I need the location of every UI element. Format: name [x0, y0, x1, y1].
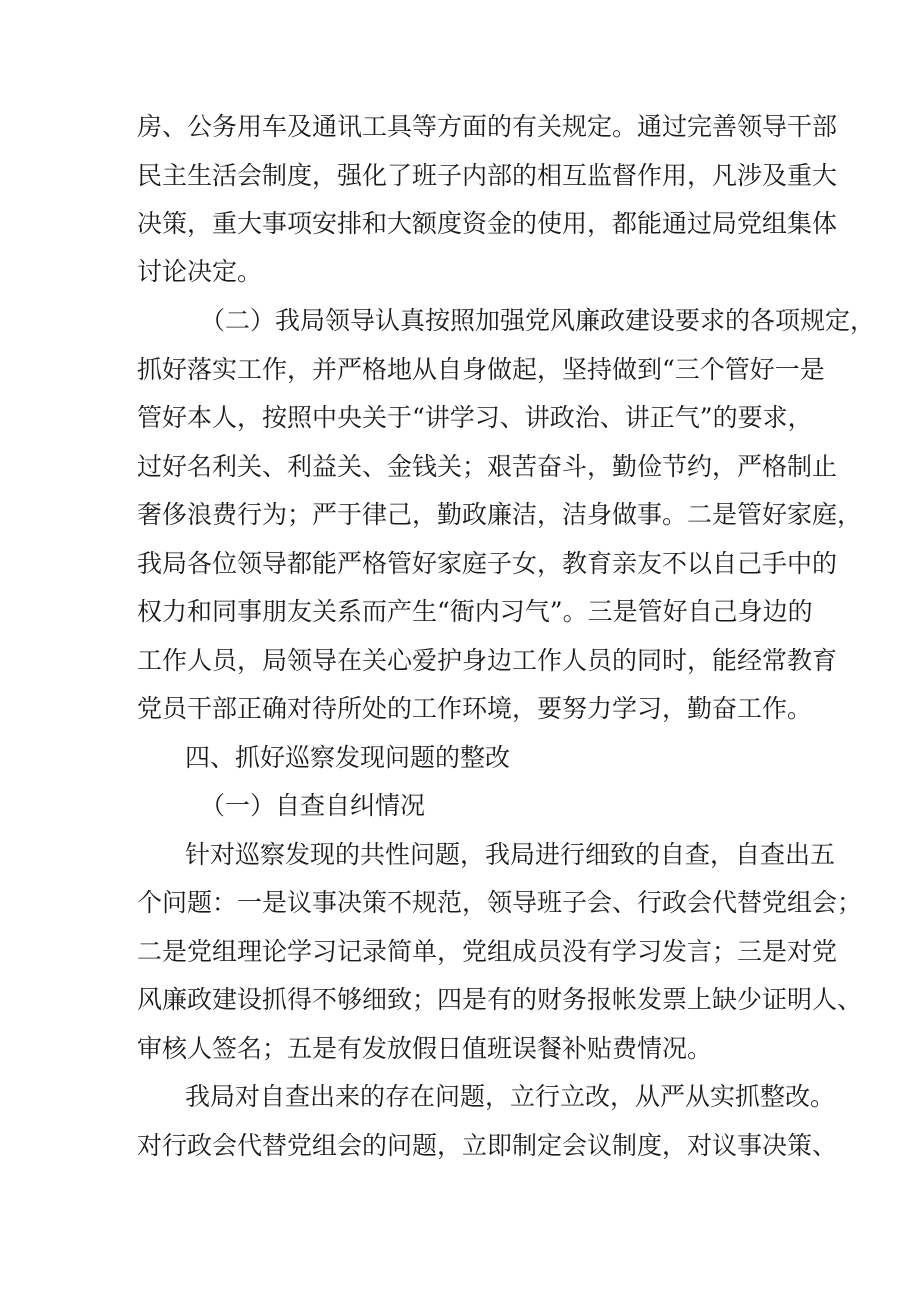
body-line-7: 管好本人，按照中央关于“讲学习、讲政治、讲正气”的要求，: [137, 403, 813, 432]
body-line-6: 抓好落实工作，并严格地从自身做起，坚持做到“三个管好一是: [137, 355, 825, 384]
section-heading: 四、抓好巡察发现问题的整改: [185, 743, 511, 772]
subsection-heading: （一）自查自纠情况: [200, 791, 426, 820]
body-line-3: 决策，重大事项安排和大额度资金的使用，都能通过局党组集体: [137, 209, 838, 238]
body-line-2: 民主生活会制度，强化了班子内部的相互监督作用，凡涉及重大: [137, 161, 838, 190]
body-line-1: 房、公务用车及通讯工具等方面的有关规定。通过完善领导干部: [137, 112, 838, 141]
body-line-5: （二）我局领导认真按照加强党风廉政建设要求的各项规定，: [200, 306, 876, 335]
body-line-17: 个问题：一是议事决策不规范，领导班子会、行政会代替党组会；: [137, 888, 863, 917]
body-line-13: 党员干部正确对待所处的工作环境，要努力学习，勤奋工作。: [137, 694, 813, 723]
body-line-12: 工作人员，局领导在关心爱护身边工作人员的同时，能经常教育: [137, 646, 838, 675]
body-line-20: 审核人签名；五是有发放假日值班误餐补贴费情况。: [137, 1034, 713, 1063]
body-line-19: 风廉政建设抓得不够细致；四是有的财务报帐发票上缺少证明人、: [137, 985, 863, 1014]
body-line-8: 过好名利关、利益关、金钱关；艰苦奋斗，勤俭节约，严格制止: [137, 452, 838, 481]
body-line-16: 针对巡察发现的共性问题，我局进行细致的自查，自查出五: [185, 840, 836, 869]
body-line-18: 二是党组理论学习记录简单，党组成员没有学习发言；三是对党: [137, 937, 838, 966]
body-line-11: 权力和同事朋友关系而产生“衙内习气”。三是管好自己身边的: [137, 597, 813, 626]
body-line-21: 我局对自查出来的存在问题，立行立改，从严从实抓整改。: [185, 1082, 836, 1111]
body-line-9: 奢侈浪费行为；严于律己，勤政廉洁，洁身做事。二是管好家庭，: [137, 500, 863, 529]
body-line-4: 讨论决定。: [137, 257, 263, 286]
body-line-10: 我局各位领导都能严格管好家庭子女，教育亲友不以自己手中的: [137, 549, 838, 578]
body-line-22: 对行政会代替党组会的问题，立即制定会议制度，对议事决策、: [137, 1131, 838, 1160]
